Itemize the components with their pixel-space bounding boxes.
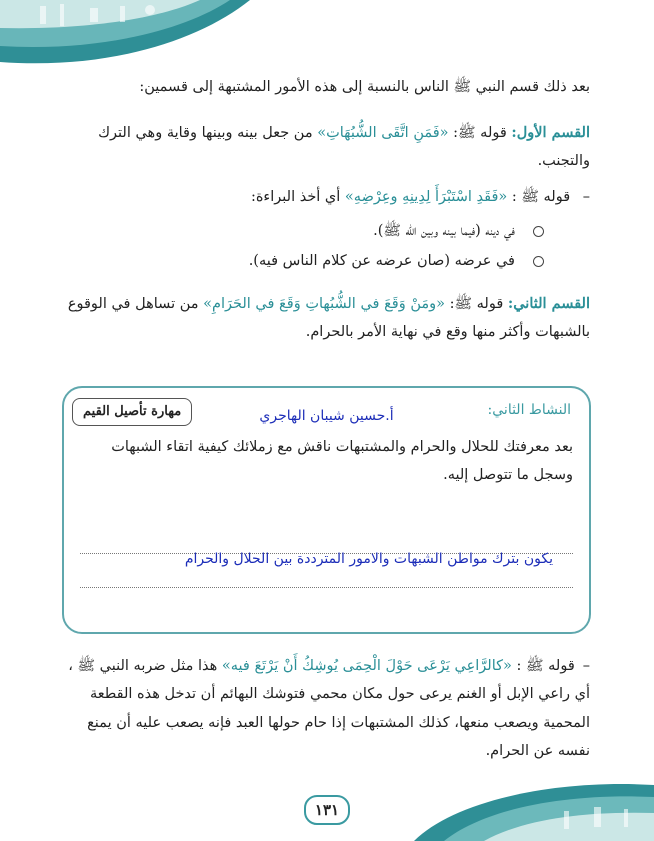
section-two-title: القسم الثاني: bbox=[507, 295, 590, 312]
section-one-paragraph bbox=[60, 119, 590, 175]
intro-text: بعد ذلك قسم النبي ﷺ الناس بالنسبة إلى هذه الأمور المشتبهة إلى قسمين: bbox=[139, 79, 590, 95]
section-one-quote: «فَمَنِ اتَّقَى الشُّبُهَاتِ» bbox=[317, 125, 449, 141]
section-one-pre: قوله ﷺ: bbox=[448, 125, 512, 141]
sub-item-text: في دينه (فيما بينه وبين الله ﷺ). bbox=[373, 223, 515, 239]
section-one-text: من جعل بينه وبينها وقاية وهي الترك والتجنب. bbox=[98, 125, 590, 169]
section-two-quote: «ومَنْ وَقَعَ في الشُّبُهاتِ وَقَعَ في الحَرَامِ» bbox=[203, 296, 446, 312]
sub-item bbox=[373, 222, 544, 243]
hadith-line-pre: قوله ﷺ : bbox=[507, 189, 571, 205]
activity-task: بعد معرفتك للحلال والحرام والمشتبهات ناقش مع زملائك كيفية اتقاء الشبهات وسجل ما تتوصل إليه. bbox=[111, 439, 573, 483]
answer-line bbox=[80, 587, 573, 588]
sub-item-text: في عرضه (صان عرضه عن كلام الناس فيه). bbox=[248, 253, 515, 269]
dash-bullet: – bbox=[582, 189, 590, 205]
answer-handwriting[interactable]: يكون بترك مواطن الشبهات والامور المترددة بين الحلال والحرام bbox=[184, 551, 553, 567]
hadith-line-post: أي أخذ البراءة: bbox=[250, 189, 345, 205]
section-one-title: القسم الأول: bbox=[511, 124, 590, 141]
bottom-pre: قوله ﷺ : bbox=[511, 658, 575, 674]
bottom-text: هذا مثل ضربه النبي ﷺ ، أي راعي الإبل أو الغنم يرعى حول مكان محمي فتوشك البهائم أن تدخل هذه القطعة المحمية ويصعب منعها، كذلك المشتبهات إذا حام حولها العبد فإنه يصعب عليه أن يمنع نفسه عن الحرام. bbox=[68, 658, 590, 759]
page-number: ١٣١ bbox=[304, 795, 350, 825]
activity-label: النشاط الثاني: bbox=[487, 402, 571, 418]
hadith-line-quote: «فَقَدِ اسْتَبْرَأَ لِدِينِهِ وعِرْضِهِ» bbox=[344, 189, 508, 205]
circle-bullet-icon bbox=[533, 256, 544, 267]
bottom-corner-decoration bbox=[414, 771, 654, 841]
bottom-quote: «كالرَّاعِي يَرْعَى حَوْلَ الْحِمَى يُوشِكُ أَنْ يَرْتَعَ فيه» bbox=[221, 658, 512, 674]
dash-bullet: – bbox=[582, 658, 590, 674]
skill-badge: مهارة تأصيل القيم bbox=[72, 398, 192, 426]
section-two-text: من تساهل في الوقوع بالشبهات وأكثر منها وقع في نهاية الأمر بالحرام. bbox=[67, 296, 590, 340]
section-two-pre: قوله ﷺ: bbox=[445, 296, 508, 312]
section-two-paragraph bbox=[60, 290, 590, 346]
top-corner-decoration bbox=[0, 0, 250, 80]
activity-box bbox=[62, 386, 591, 634]
hadith-line bbox=[251, 188, 590, 209]
sub-item bbox=[249, 253, 544, 269]
circle-bullet-icon bbox=[533, 226, 544, 237]
bottom-paragraph bbox=[60, 652, 590, 765]
author-handwriting: أ.حسين شيبان الهاجري bbox=[259, 408, 394, 424]
